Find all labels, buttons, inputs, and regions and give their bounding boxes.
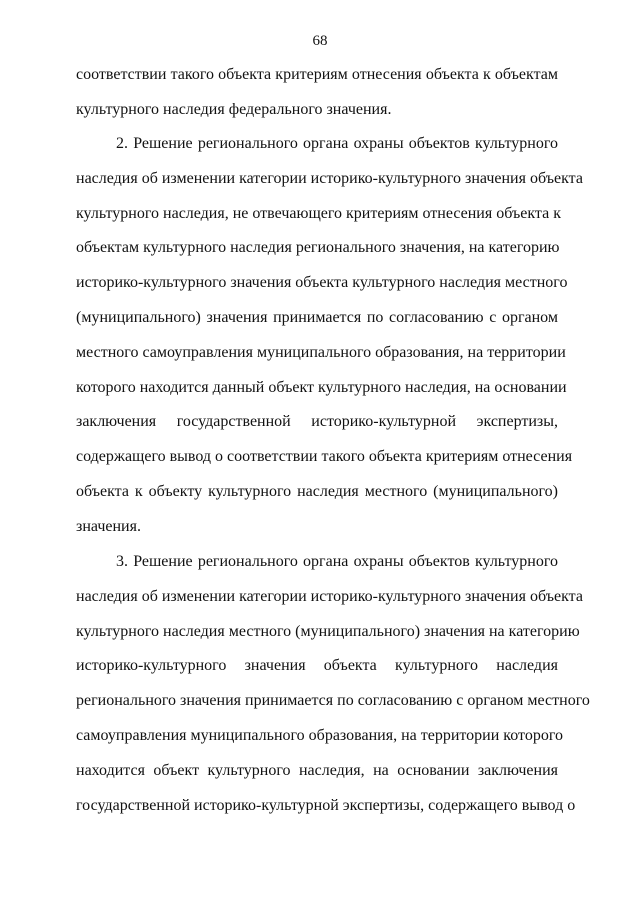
text-line: содержащего вывод о соответствии такого объекта критериям отнесения <box>76 448 573 466</box>
text-line: объекта к объекту культурного наследия местного (муниципального) <box>76 482 558 500</box>
text-line: культурного наследия, не отвечающего критериям отнесения объекта к <box>76 204 561 222</box>
text-line: культурного наследия федерального значения. <box>76 100 392 118</box>
paragraph-item-2 <box>76 127 583 545</box>
text-line: культурного наследия местного (муниципального) значения на категорию <box>76 622 580 640</box>
text-line: объектам культурного наследия регионального значения, на категорию <box>76 239 560 257</box>
text-line: наследия об изменении категории историко-культурного значения объекта <box>76 587 583 605</box>
text-line: 3. Решение регионального органа охраны объектов культурного <box>116 553 558 570</box>
paragraph-item-3 <box>76 545 590 823</box>
text-line: самоуправления муниципального образования, на территории которого <box>76 726 563 744</box>
text-line: 2. Решение регионального органа охраны объектов культурного <box>116 135 558 152</box>
text-line: соответствии такого объекта критериям отнесения объекта к объектам <box>76 66 558 83</box>
text-line: (муниципального) значения принимается по согласованию с органом <box>76 308 558 326</box>
text-line: регионального значения принимается по согласованию с органом местного <box>76 692 590 710</box>
text-line: наследия об изменении категории историко-культурного значения объекта <box>76 169 583 187</box>
text-line: государственной историко-культурной экспертизы, содержащего вывод о <box>76 796 576 814</box>
paragraph-continuation <box>76 58 558 128</box>
page-number: 68 <box>312 33 328 49</box>
text-line: историко-культурного значения объекта культурного наследия местного <box>76 274 568 292</box>
text-line: которого находится данный объект культурного наследия, на основании <box>76 378 567 396</box>
text-line: значения. <box>76 517 141 535</box>
text-line: местного самоуправления муниципального образования, на территории <box>76 343 566 361</box>
text-line: заключения государственной историко-культурной экспертизы, <box>76 413 558 431</box>
text-line: историко-культурного значения объекта культурного наследия <box>76 657 558 675</box>
text-line: находится объект культурного наследия, на основании заключения <box>76 761 558 779</box>
